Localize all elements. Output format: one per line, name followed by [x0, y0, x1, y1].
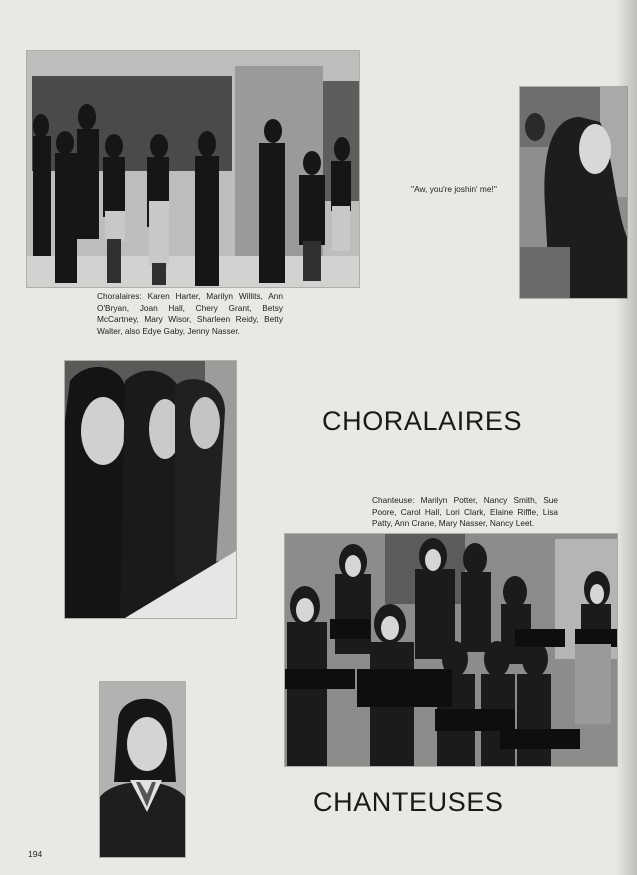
girl-portrait-photo [100, 682, 185, 857]
chanteuses-heading: CHANTEUSES [313, 787, 504, 817]
three-singers-photo [65, 361, 236, 618]
photo-quote: ''Aw, you're joshin' me!'' [411, 184, 497, 194]
chanteuses-caption: Chanteuse: Marilyn Potter, Nancy Smith, Sue Poore, Carol Hall, Lori Clark, Elaine Riffle, Lisa Patty, Ann Crane, Mary Nasser, Nancy Leet. [372, 495, 558, 529]
choralaires-group-photo [27, 51, 359, 287]
singer-closeup-photo [520, 87, 627, 298]
chanteuses-group-photo [285, 534, 617, 766]
page-number: 194 [28, 849, 43, 859]
choralaires-heading: CHORALAIRES [322, 406, 523, 436]
choralaires-caption: Choralaires: Karen Harter, Marilyn Willits, Ann O'Bryan, Joan Hall, Chery Grant, Betsy McCartney, Mary Wisor, Sharleen Reidy, Betty Walter, also Edye Gaby, Jenny Nasser. [97, 291, 283, 336]
